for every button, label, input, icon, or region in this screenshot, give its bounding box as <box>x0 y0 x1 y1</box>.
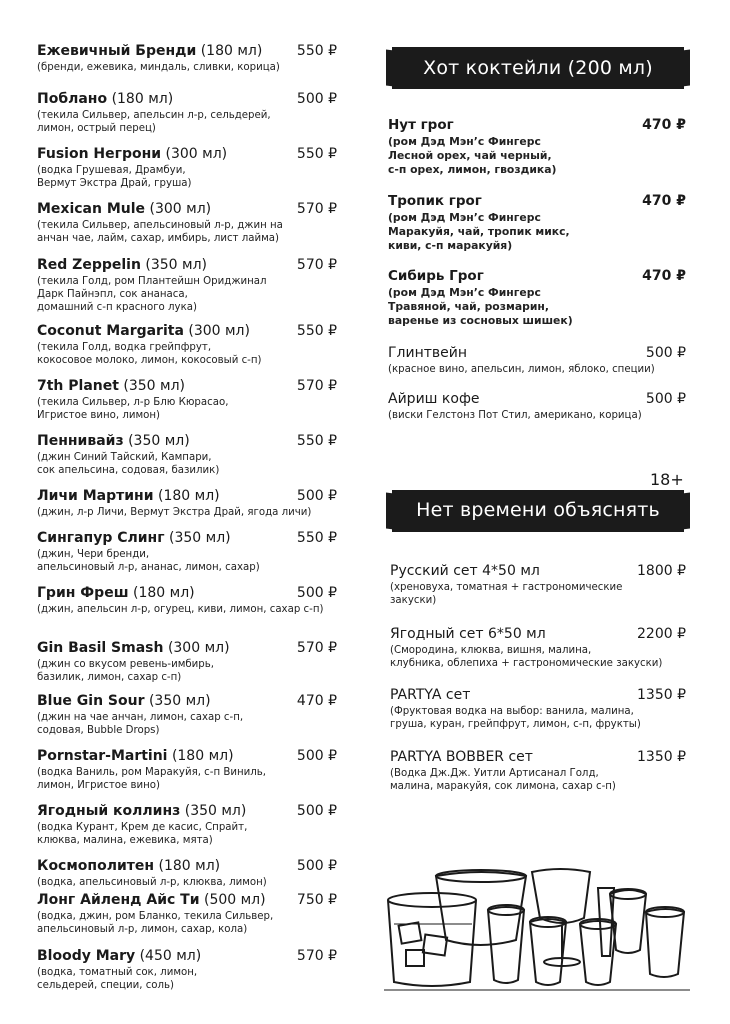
set-item-row <box>390 562 686 580</box>
set-item-name: PARTYA сет <box>390 687 471 703</box>
menu-item-price: 500 ₽ <box>296 488 337 504</box>
menu-item-size: (350 мл) <box>148 693 211 709</box>
menu-item-title: Ягодный коллинз <box>37 803 181 819</box>
hot-drink-description: (красное вино, апельсин, лимон, яблоко, специи) <box>388 364 655 375</box>
menu-item-price: 570 ₽ <box>296 257 337 273</box>
set-item-description: (хреновуха, томатная + гастрономические закуски) <box>390 582 623 606</box>
menu-item-row <box>37 145 337 163</box>
hot-cocktail-item <box>388 192 686 253</box>
menu-item-row <box>37 377 337 395</box>
set-item-name: Ягодный сет 6*50 мл <box>390 626 546 642</box>
hot-cocktail-row <box>388 192 686 210</box>
menu-item <box>37 432 337 477</box>
menu-item-price: 570 ₽ <box>296 378 337 394</box>
hot-cocktails-title: Хот коктейли (200 мл) <box>423 57 653 79</box>
menu-item-price: 750 ₽ <box>296 892 337 908</box>
hot-cocktail-row <box>388 267 686 285</box>
menu-item-size: (180 мл) <box>158 488 220 504</box>
menu-item-name <box>37 891 266 909</box>
menu-item-title: Космополитен <box>37 858 155 874</box>
hot-drink-price: 500 ₽ <box>645 391 686 407</box>
menu-item-price: 550 ₽ <box>296 323 337 339</box>
hot-cocktail-item <box>388 267 686 328</box>
menu-item-title: Лонг Айленд Айс Ти <box>37 892 200 908</box>
menu-item-title: Pornstar-Martini <box>37 748 168 764</box>
hot-cocktails-banner <box>392 47 684 89</box>
menu-item <box>37 256 337 314</box>
menu-item-price: 570 ₽ <box>296 948 337 964</box>
menu-item-row <box>37 639 337 657</box>
menu-item-title: 7th Planet <box>37 378 119 394</box>
set-item-row <box>390 686 686 704</box>
menu-item-description: (текила Сильвер, апельсиновый л-р, джин на анчан чае, лайм, сахар, имбирь, лист лайма) <box>37 220 283 244</box>
menu-item-name <box>37 857 220 875</box>
menu-item-description: (водка Курант, Крем де касис, Спрайт, клюква, малина, ежевика, мята) <box>37 822 248 846</box>
menu-item-description: (джин на чае анчан, лимон, сахар с-п, содовая, Bubble Drops) <box>37 712 244 736</box>
menu-item-row <box>37 256 337 274</box>
menu-item-description: (водка, томатный сок, лимон, сельдерей, специи, соль) <box>37 967 198 991</box>
menu-item-price: 550 ₽ <box>296 146 337 162</box>
hot-cocktail-description: (ром Дэд Мэн’с Фингерс Маракуйя, чай, тропик микс, киви, с-п маракуйя) <box>388 211 570 252</box>
menu-item-size: (500 мл) <box>203 892 266 908</box>
menu-item-price: 470 ₽ <box>296 693 337 709</box>
set-item-name: PARTYA BOBBER сет <box>390 749 533 765</box>
menu-item-row <box>37 200 337 218</box>
menu-item <box>37 584 337 616</box>
menu-item-size: (300 мл) <box>149 201 212 217</box>
hot-cocktail-row <box>388 116 686 134</box>
menu-item <box>37 42 337 74</box>
menu-item-price: 550 ₽ <box>296 433 337 449</box>
menu-item-name <box>37 947 201 965</box>
menu-item-description: (джин Синий Тайский, Кампари, сок апельсина, содовая, базилик) <box>37 452 220 476</box>
menu-item-size: (350 мл) <box>145 257 207 273</box>
menu-item-title: Ежевичный Бренди <box>37 43 197 59</box>
set-item-description: (Фруктовая водка на выбор: ванила, малина, груша, куран, грейпфрут, лимон, с-п, фрукты) <box>390 706 641 730</box>
menu-item-size: (350 мл) <box>169 530 231 546</box>
menu-item <box>37 90 337 135</box>
menu-item-name <box>37 90 173 108</box>
menu-item-name <box>37 42 262 60</box>
menu-item <box>37 529 337 574</box>
hot-cocktail-name: Тропик грог <box>388 193 482 209</box>
menu-item-description: (бренди, ежевика, миндаль, сливки, корица) <box>37 62 280 73</box>
set-item <box>390 686 686 731</box>
set-item-price: 1800 ₽ <box>637 563 686 579</box>
hot-drink-name: Глинтвейн <box>388 345 468 361</box>
sets-banner <box>392 490 684 532</box>
menu-item-name <box>37 432 190 450</box>
menu-item-title: Blue Gin Sour <box>37 693 145 709</box>
menu-item <box>37 145 337 190</box>
menu-item-row <box>37 90 337 108</box>
hot-cocktail-name: Нут грог <box>388 117 454 133</box>
set-item <box>390 562 686 607</box>
menu-item-title: Gin Basil Smash <box>37 640 164 656</box>
menu-item-name <box>37 145 227 163</box>
menu-item-size: (180 мл) <box>158 858 221 874</box>
menu-item-size: (180 мл) <box>133 585 195 601</box>
set-item-row <box>390 625 686 643</box>
menu-item <box>37 857 337 889</box>
glasses-illustration <box>384 864 694 994</box>
menu-item-name <box>37 639 230 657</box>
menu-item-size: (350 мл) <box>123 378 185 394</box>
menu-item-size: (300 мл) <box>167 640 230 656</box>
menu-item-size: (450 мл) <box>139 948 202 964</box>
menu-item-size: (300 мл) <box>188 323 250 339</box>
menu-item <box>37 692 337 737</box>
menu-item-description: (водка Грушевая, Драмбуи, Вермут Экстра Драй, груша) <box>37 165 192 189</box>
set-item-price: 1350 ₽ <box>637 687 686 703</box>
hot-cocktail-price: 470 ₽ <box>642 117 686 133</box>
hot-drink-item <box>388 390 686 422</box>
hot-cocktail-item <box>388 116 686 177</box>
hot-drink-item <box>388 344 686 376</box>
menu-item-description: (джин, л-р Личи, Вермут Экстра Драй, ягода личи) <box>37 507 312 518</box>
menu-item-name <box>37 529 231 547</box>
hot-cocktail-description: (ром Дэд Мэн’с Фингерс Травяной, чай, розмарин, варенье из сосновых шишек) <box>388 286 573 327</box>
hot-drink-row <box>388 390 686 408</box>
set-item-description: (Водка Дж.Дж. Уитли Артисанал Голд, малина, маракуйя, сок лимона, сахар с-п) <box>390 768 616 792</box>
set-item-name: Русский сет 4*50 мл <box>390 563 540 579</box>
menu-item <box>37 747 337 792</box>
menu-item-price: 550 ₽ <box>296 43 337 59</box>
set-item <box>390 748 686 793</box>
menu-item-title: Пеннивайз <box>37 433 124 449</box>
menu-item-row <box>37 802 337 820</box>
menu-item-size: (180 мл) <box>200 43 263 59</box>
menu-item-row <box>37 322 337 340</box>
menu-item-row <box>37 487 337 505</box>
menu-item-row <box>37 42 337 60</box>
menu-item-row <box>37 947 337 965</box>
menu-item-price: 500 ₽ <box>296 858 337 874</box>
menu-item-row <box>37 584 337 602</box>
menu-item-size: (300 мл) <box>165 146 228 162</box>
menu-item <box>37 891 337 936</box>
menu-item-description: (текила Сильвер, л-р Блю Кюрасао, Игристое вино, лимон) <box>37 397 229 421</box>
menu-item-size: (350 мл) <box>128 433 190 449</box>
menu-item-row <box>37 857 337 875</box>
menu-item-description: (водка, апельсиновый л-р, клюква, лимон) <box>37 877 267 888</box>
menu-item-price: 500 ₽ <box>296 748 337 764</box>
hot-drink-row <box>388 344 686 362</box>
menu-item-size: (180 мл) <box>111 91 174 107</box>
menu-item-description: (джин, Чери бренди, апельсиновый л-р, ананас, лимон, сахар) <box>37 549 260 573</box>
menu-item-title: Coconut Margarita <box>37 323 184 339</box>
set-item-row <box>390 748 686 766</box>
menu-item-name <box>37 256 207 274</box>
menu-item-name <box>37 747 234 765</box>
menu-item-title: Mexican Mule <box>37 201 146 217</box>
menu-item-description: (текила Голд, ром Плантейшн Ориджинал Дарк Пайнэпл, сок ананаса, домашний с-п красного лука) <box>37 276 267 313</box>
menu-item-description: (водка, джин, ром Бланко, текила Сильвер, апельсиновый л-р, лимон, сахар, кола) <box>37 911 274 935</box>
menu-item-name <box>37 377 185 395</box>
hot-cocktail-price: 470 ₽ <box>642 193 686 209</box>
menu-item-name <box>37 692 211 710</box>
menu-item <box>37 802 337 847</box>
menu-item-description: (текила Голд, водка грейпфрут, кокосовое молоко, лимон, кокосовый с-п) <box>37 342 262 366</box>
hot-cocktail-price: 470 ₽ <box>642 268 686 284</box>
set-item-price: 1350 ₽ <box>637 749 686 765</box>
menu-item-row <box>37 432 337 450</box>
menu-item-row <box>37 747 337 765</box>
menu-item <box>37 639 337 684</box>
hot-drink-description: (виски Гелстонз Пот Стил, американо, корица) <box>388 410 642 421</box>
menu-item-price: 500 ₽ <box>296 803 337 819</box>
menu-item-size: (350 мл) <box>184 803 247 819</box>
hot-drink-price: 500 ₽ <box>645 345 686 361</box>
menu-item <box>37 200 337 245</box>
sets-title: Нет времени объяснять <box>416 499 660 521</box>
set-item <box>390 625 686 670</box>
set-item-price: 2200 ₽ <box>637 626 686 642</box>
menu-item-price: 570 ₽ <box>296 640 337 656</box>
menu-item-price: 500 ₽ <box>296 91 337 107</box>
menu-item-title: Bloody Mary <box>37 948 136 964</box>
menu-item <box>37 947 337 992</box>
menu-item-title: Red Zeppelin <box>37 257 141 273</box>
menu-item-price: 570 ₽ <box>296 201 337 217</box>
menu-item-price: 500 ₽ <box>296 585 337 601</box>
set-item-description: (Смородина, клюква, вишня, малина, клубника, облепиха + гастрономические закуски) <box>390 645 663 669</box>
menu-item-size: (180 мл) <box>171 748 234 764</box>
menu-item-name <box>37 584 195 602</box>
menu-item-title: Сингапур Слинг <box>37 530 165 546</box>
menu-item-row <box>37 529 337 547</box>
menu-item-row <box>37 891 337 909</box>
hot-cocktail-description: (ром Дэд Мэн’с Фингерс Лесной орех, чай черный, с-п орех, лимон, гвоздика) <box>388 135 557 176</box>
menu-item-name <box>37 487 220 505</box>
age-restriction-label: 18+ <box>650 470 684 489</box>
menu-item <box>37 487 337 519</box>
menu-item <box>37 377 337 422</box>
menu-item-name <box>37 322 250 340</box>
menu-item-title: Грин Фреш <box>37 585 129 601</box>
menu-item-description: (текила Сильвер, апельсин л-р, сельдерей, лимон, острый перец) <box>37 110 271 134</box>
menu-item-title: Поблано <box>37 91 108 107</box>
menu-item-description: (джин со вкусом ревень-имбирь, базилик, лимон, сахар с-п) <box>37 659 214 683</box>
hot-drink-name: Айриш кофе <box>388 391 480 407</box>
menu-item-description: (водка Ваниль, ром Маракуйя, с-п Виниль, лимон, Игристое вино) <box>37 767 266 791</box>
menu-item-row <box>37 692 337 710</box>
hot-cocktail-name: Сибирь Грог <box>388 268 484 284</box>
menu-item-description: (джин, апельсин л-р, огурец, киви, лимон, сахар с-п) <box>37 604 324 615</box>
menu-item <box>37 322 337 367</box>
menu-item-name <box>37 200 211 218</box>
menu-item-title: Fusion Негрони <box>37 146 162 162</box>
menu-item-title: Личи Мартини <box>37 488 154 504</box>
menu-item-name <box>37 802 246 820</box>
menu-item-price: 550 ₽ <box>296 530 337 546</box>
